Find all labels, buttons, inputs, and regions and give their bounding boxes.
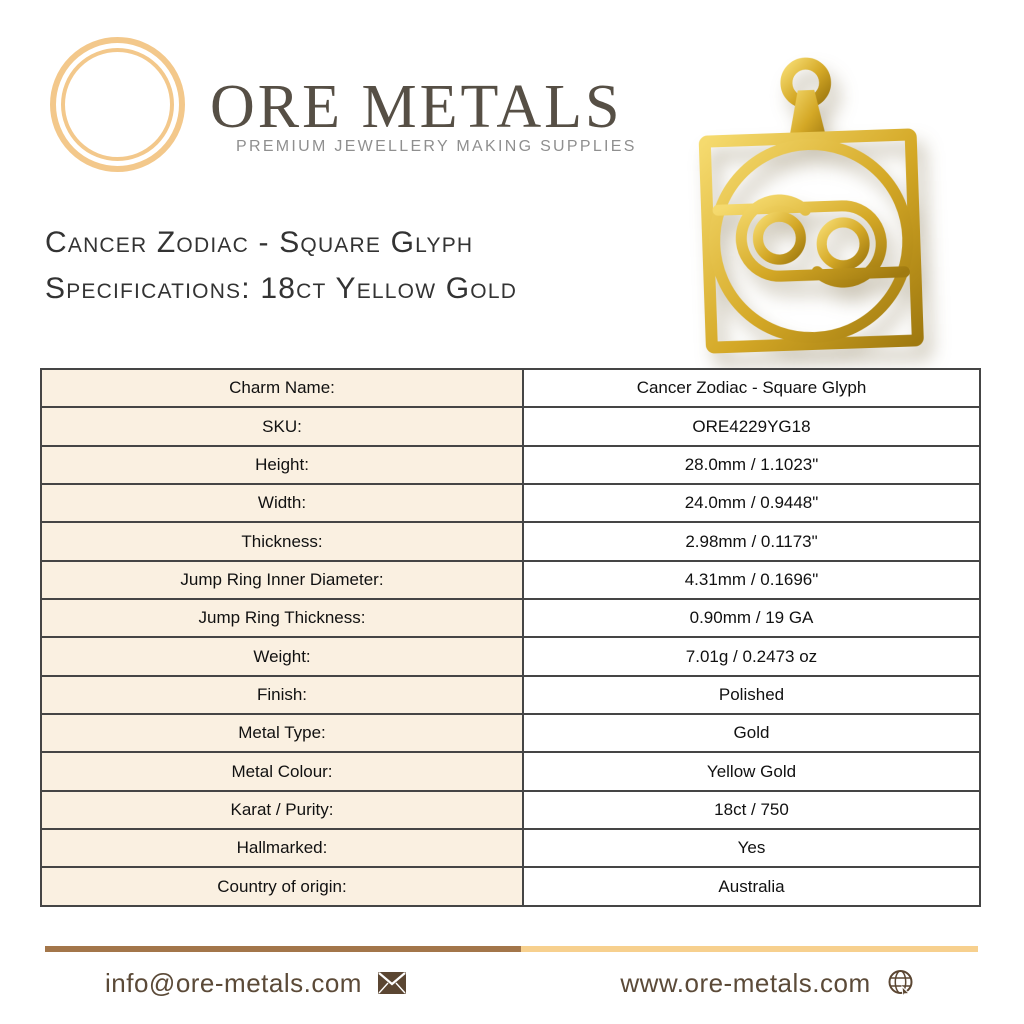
spec-value: 28.0mm / 1.1023" [523,446,980,484]
logo-rings-icon [50,37,185,172]
spec-label: Height: [41,446,523,484]
spec-row [41,484,980,522]
spec-label: SKU: [41,407,523,445]
product-image-cancer-zodiac-charm [667,41,954,368]
spec-value: 7.01g / 0.2473 oz [523,637,980,675]
email-contact [0,960,511,1006]
email-text: info@ore-metals.com [105,967,362,998]
spec-label: Finish: [41,676,523,714]
spec-value: 2.98mm / 0.1173" [523,522,980,560]
spec-row [41,407,980,445]
footer-contacts [0,960,1024,1006]
spec-value: 4.31mm / 0.1696" [523,561,980,599]
spec-value: 0.90mm / 19 GA [523,599,980,637]
footer-divider [45,946,978,952]
spec-value: Yes [523,829,980,867]
glyph-left-circle [757,216,801,260]
spec-label: Jump Ring Thickness: [41,599,523,637]
spec-value: Gold [523,714,980,752]
cancer-charm-icon [667,41,954,368]
spec-label: Metal Colour: [41,752,523,790]
product-subtitle: Specifications: 18ct Yellow Gold [45,272,518,305]
spec-row [41,714,980,752]
spec-label: Thickness: [41,522,523,560]
spec-value: Yellow Gold [523,752,980,790]
spec-row [41,637,980,675]
globe-icon [887,969,915,997]
spec-row [41,829,980,867]
spec-label: Karat / Purity: [41,791,523,829]
spec-label: Jump Ring Inner Diameter: [41,561,523,599]
spec-table-body [41,369,980,906]
spec-label: Width: [41,484,523,522]
spec-label: Charm Name: [41,369,523,407]
spec-value: 18ct / 750 [523,791,980,829]
spec-row [41,791,980,829]
spec-row [41,752,980,790]
envelope-icon [378,972,406,994]
website-text: www.ore-metals.com [620,967,871,998]
spec-table [40,368,981,907]
brand-name: ORE METALS [210,73,623,141]
spec-value: Cancer Zodiac - Square Glyph [523,369,980,407]
spec-row [41,676,980,714]
title-block [45,228,517,304]
spec-value: ORE4229YG18 [523,407,980,445]
spec-label: Country of origin: [41,867,523,906]
spec-row [41,446,980,484]
brand-tagline: PREMIUM JEWELLERY MAKING SUPPLIES [236,138,637,155]
spec-row [41,599,980,637]
website-contact [511,960,1024,1006]
spec-label: Metal Type: [41,714,523,752]
spec-value: Australia [523,867,980,906]
spec-row [41,369,980,407]
spec-row [41,522,980,560]
spec-label: Weight: [41,637,523,675]
glyph-right-circle [821,222,865,266]
spec-value: Polished [523,676,980,714]
spec-row [41,867,980,906]
spec-value: 24.0mm / 0.9448" [523,484,980,522]
spec-label: Hallmarked: [41,829,523,867]
logo-inner-ring [61,48,174,161]
product-title: Cancer Zodiac - Square Glyph [45,226,474,259]
spec-row [41,561,980,599]
